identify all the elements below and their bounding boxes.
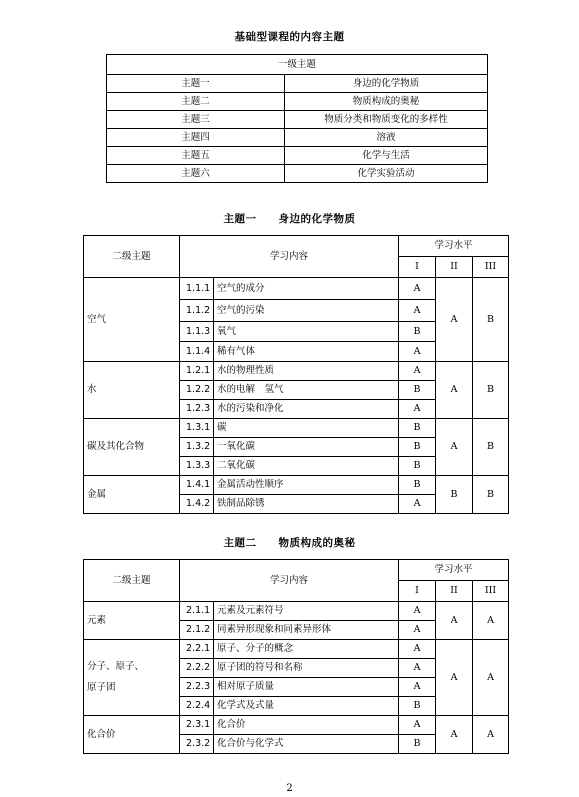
item-code: 2.2.2 [180, 659, 214, 678]
level-1: B [399, 438, 436, 457]
secondary-topic: 金属 [84, 476, 180, 514]
item-code: 2.1.2 [180, 621, 214, 640]
level-ii-header: II [436, 257, 473, 278]
overview-name: 身边的化学物质 [285, 75, 488, 93]
item-code: 1.1.4 [180, 342, 214, 362]
item-text: 水的物理性质 [214, 362, 399, 381]
level-1: A [399, 362, 436, 381]
item-code: 1.1.1 [180, 278, 214, 300]
level-i-header: I [399, 581, 436, 602]
level-2: A [436, 278, 473, 362]
overview-code: 主题五 [107, 147, 285, 165]
item-text: 化合价与化学式 [214, 735, 399, 754]
level-1: B [399, 419, 436, 438]
level-1: B [399, 697, 436, 716]
level-ii-header: II [436, 581, 473, 602]
item-code: 2.2.3 [180, 678, 214, 697]
secondary-topic-header: 二级主题 [84, 236, 180, 278]
overview-name: 化学实验活动 [285, 165, 488, 183]
secondary-topic: 水 [84, 362, 180, 419]
secondary-topic-line: 原子团 [87, 681, 116, 693]
overview-table [106, 54, 488, 183]
item-text: 水的污染和净化 [214, 400, 399, 419]
item-text: 金属活动性顺序 [214, 476, 399, 495]
level-1: A [399, 278, 436, 300]
item-code: 2.1.1 [180, 602, 214, 621]
topic1-table [83, 235, 509, 514]
secondary-topic: 碳及其化合物 [84, 419, 180, 476]
level-1: B [399, 476, 436, 495]
item-code: 1.2.3 [180, 400, 214, 419]
overview-code: 主题三 [107, 111, 285, 129]
level-3: A [473, 640, 509, 716]
secondary-topic: 化合价 [84, 716, 180, 754]
item-text: 碳 [214, 419, 399, 438]
level-1: B [399, 381, 436, 400]
item-code: 1.4.2 [180, 495, 214, 514]
item-text: 元素及元素符号 [214, 602, 399, 621]
level-1: B [399, 457, 436, 476]
item-code: 2.2.4 [180, 697, 214, 716]
level-i-header: I [399, 257, 436, 278]
level-header: 学习水平 [399, 236, 509, 257]
secondary-topic: 空气 [84, 278, 180, 362]
level-1: B [399, 735, 436, 754]
level-2: A [436, 362, 473, 419]
level-2: A [436, 716, 473, 754]
overview-title: 基础型课程的内容主题 [234, 31, 345, 43]
level-2: B [436, 476, 473, 514]
item-text: 化合价 [214, 716, 399, 735]
overview-code: 主题二 [107, 93, 285, 111]
level-header: 学习水平 [399, 560, 509, 581]
item-code: 2.3.2 [180, 735, 214, 754]
secondary-topic-line: 分子、原子、 [87, 660, 145, 672]
item-text: 空气的污染 [214, 300, 399, 322]
level-3: B [473, 278, 509, 362]
level-3: A [473, 602, 509, 640]
item-text: 原子、分子的概念 [214, 640, 399, 659]
level-1: A [399, 716, 436, 735]
secondary-topic [84, 640, 180, 716]
level-1: A [399, 640, 436, 659]
item-code: 2.3.1 [180, 716, 214, 735]
topic2-title: 主题二 物质构成的奥秘 [223, 537, 356, 549]
overview-header: 一级主题 [107, 55, 488, 75]
item-text: 同素异形现象和同素异形体 [214, 621, 399, 640]
overview-name: 化学与生活 [285, 147, 488, 165]
level-2: A [436, 640, 473, 716]
item-code: 1.4.1 [180, 476, 214, 495]
level-1: A [399, 300, 436, 322]
level-3: A [473, 716, 509, 754]
overview-name: 溶液 [285, 129, 488, 147]
content-header: 学习内容 [180, 236, 399, 278]
level-2: A [436, 602, 473, 640]
secondary-topic-header: 二级主题 [84, 560, 180, 602]
page-number: 2 [286, 783, 293, 794]
item-code: 1.1.2 [180, 300, 214, 322]
item-text: 一氧化碳 [214, 438, 399, 457]
item-code: 2.2.1 [180, 640, 214, 659]
level-1: B [399, 322, 436, 342]
level-1: A [399, 659, 436, 678]
level-3: B [473, 419, 509, 476]
item-code: 1.1.3 [180, 322, 214, 342]
topic2-table [83, 559, 509, 754]
level-1: A [399, 602, 436, 621]
item-text: 铁制品除锈 [214, 495, 399, 514]
item-text: 原子团的符号和名称 [214, 659, 399, 678]
item-code: 1.2.1 [180, 362, 214, 381]
item-text: 稀有气体 [214, 342, 399, 362]
overview-name: 物质构成的奥秘 [285, 93, 488, 111]
item-text: 氧气 [214, 322, 399, 342]
overview-code: 主题一 [107, 75, 285, 93]
level-3: B [473, 476, 509, 514]
content-header: 学习内容 [180, 560, 399, 602]
level-iii-header: III [473, 581, 509, 602]
secondary-topic: 元素 [84, 602, 180, 640]
level-1: A [399, 495, 436, 514]
overview-code: 主题四 [107, 129, 285, 147]
item-code: 1.3.3 [180, 457, 214, 476]
overview-code: 主题六 [107, 165, 285, 183]
item-text: 空气的成分 [214, 278, 399, 300]
item-code: 1.3.2 [180, 438, 214, 457]
item-text: 水的电解 氢气 [214, 381, 399, 400]
topic1-title: 主题一 身边的化学物质 [223, 213, 356, 225]
item-code: 1.2.2 [180, 381, 214, 400]
item-text: 化学式及式量 [214, 697, 399, 716]
level-1: A [399, 621, 436, 640]
item-text: 相对原子质量 [214, 678, 399, 697]
level-1: A [399, 678, 436, 697]
item-code: 1.3.1 [180, 419, 214, 438]
level-3: B [473, 362, 509, 419]
level-1: A [399, 342, 436, 362]
level-1: A [399, 400, 436, 419]
overview-name: 物质分类和物质变化的多样性 [285, 111, 488, 129]
level-iii-header: III [473, 257, 509, 278]
item-text: 二氧化碳 [214, 457, 399, 476]
level-2: A [436, 419, 473, 476]
